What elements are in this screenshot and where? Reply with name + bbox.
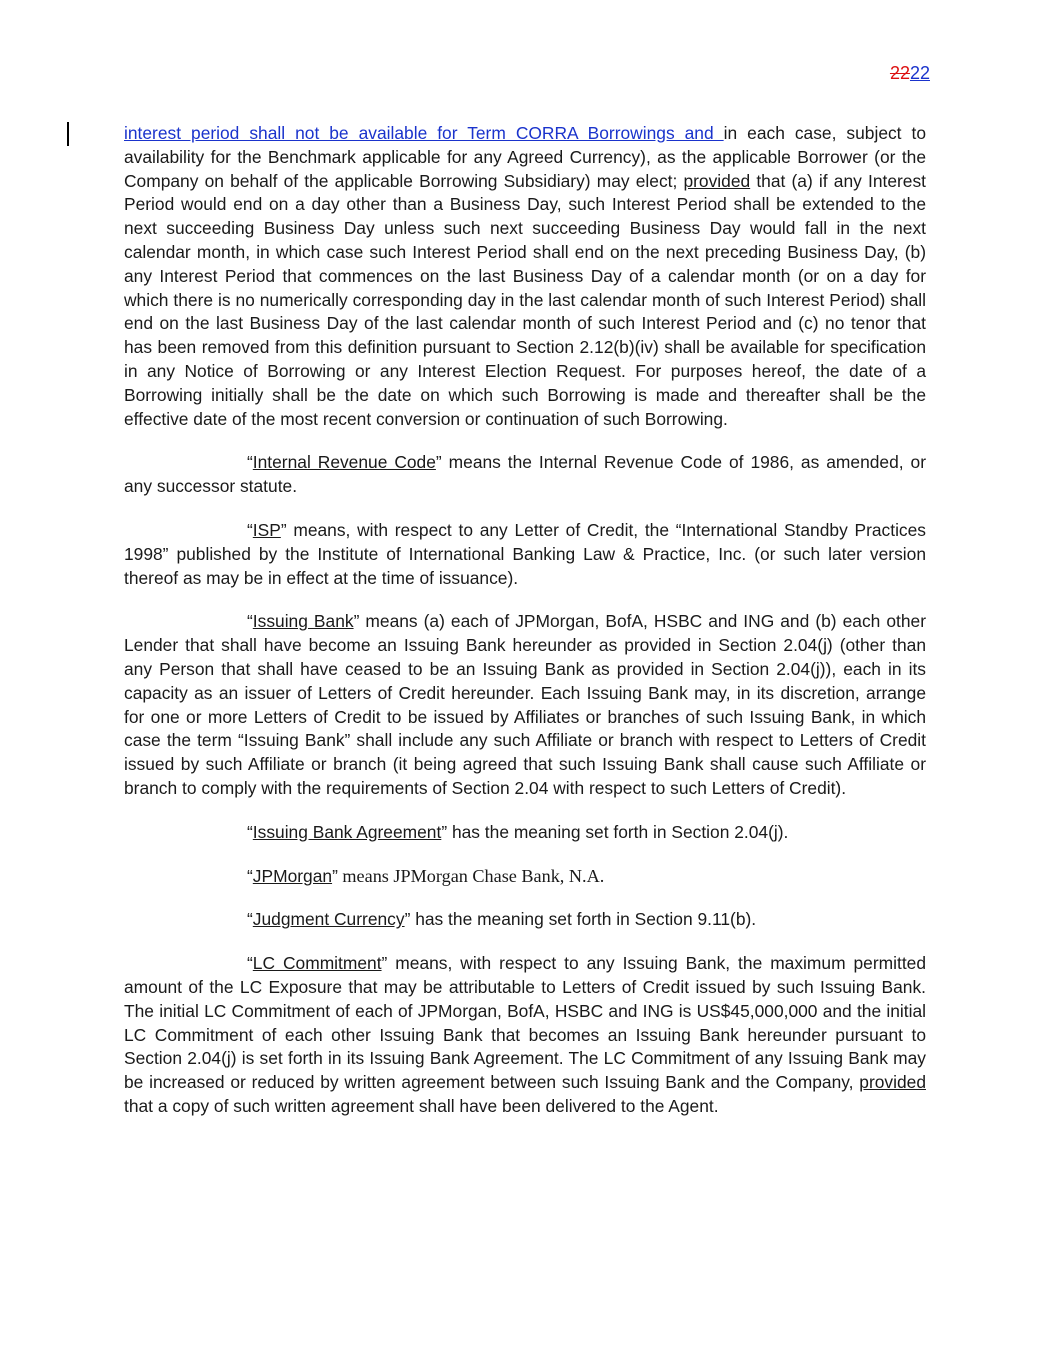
inserted-text: interest period shall not be available for Term CORRA Borrowings and [124, 123, 724, 143]
provided-term: provided [683, 170, 751, 191]
defined-term: ISP [252, 519, 281, 540]
document-body [124, 122, 926, 1139]
definition-internal-revenue-code: “Internal Revenue Code” means the Internal Revenue Code of 1986, as amended, or any successor statute. [124, 452, 926, 497]
revision-change-bar [67, 122, 69, 146]
defined-term: Issuing Bank [252, 611, 354, 632]
definition-issuing-bank-agreement: “Issuing Bank Agreement” has the meaning set forth in Section 2.04(j). [247, 821, 789, 842]
paragraph-interest-period: interest period shall not be available for Term CORRA Borrowings and in each case, subject to availability for the Benchmark applicable for any Agreed Currency), as the applicable Borrower (or the Company on behalf of the applicable Borrowing Subsidiary) may elect; provided that (a) if any Interest Period would end on a day other than a Business Day, such Interest Period shall be extended to the next succeeding Business Day unless such next succeeding Business Day would fall in the next calendar month, in which case such Interest Period shall end on the next preceding Business Day, (b) any Interest Period that commences on the last Business Day of a calendar month (or on a day for which there is no numerically corresponding day in the last calendar month of such Interest Period) shall end on the last Business Day of the last calendar month of such Interest Period and (c) no tenor that has been removed from this definition pursuant to Section 2.12(b)(iv) shall be available for specification in any Notice of Borrowing or any Interest Election Request. For purposes hereof, the date of a Borrowing initially shall be the date on which such Borrowing is made and thereafter shall be the effective date of the most recent conversion or continuation of such Borrowing. [124, 123, 927, 429]
provided-term: provided [859, 1072, 926, 1093]
definition-lc-commitment: “LC Commitment” means, with respect to any Issuing Bank, the maximum permitted amount of the LC Exposure that may be attributable to Letters of Credit issued by such Issuing Bank. The initial LC Commitment of each of JPMorgan, BofA, HSBC and ING is US$45,000,000 and the initial LC Commitment of each other Issuing Bank that becomes an Issuing Bank hereunder pursuant to Section 2.04(j) is set forth in its Issuing Bank Agreement. The LC Commitment of any Issuing Bank may be increased or reduced by written agreement between such Issuing Bank and the Company, provided that a copy of such written agreement shall have been delivered to the Agent. [124, 953, 926, 1116]
definition-jpmorgan: “JPMorgan” means JPMorgan Chase Bank, N.A. [247, 865, 605, 886]
page-number-inserted: 22 [909, 63, 930, 83]
definition-isp: “ISP” means, with respect to any Letter of Credit, the “International Standby Practices 1998” published by the Institute of International Banking Law & Practice, Inc. (or such later version thereof as may be in effect at the time of issuance). [124, 519, 926, 588]
defined-term: Judgment Currency [252, 909, 405, 930]
defined-term: Issuing Bank Agreement [252, 821, 442, 842]
defined-term: JPMorgan [252, 865, 333, 886]
page-number [890, 63, 930, 84]
defined-term: Internal Revenue Code [252, 452, 436, 473]
definition-issuing-bank: “Issuing Bank” means (a) each of JPMorgan, BofA, HSBC and ING and (b) each other Lender that shall have become an Issuing Bank hereunder as provided in Section 2.04(j) (other than any Person that shall have ceased to be an Issuing Bank as provided in Section 2.04(j)), each in its capacity as an issuer of Letters of Credit hereunder. Each Issuing Bank may, in its discretion, arrange for one or more Letters of Credit to be issued by Affiliates or branches of such Issuing Bank, in which case the term “Issuing Bank” shall include any such Affiliate or branch with respect to Letters of Credit issued by such Affiliate or branch (it being agreed that such Issuing Bank shall cause such Affiliate or branch to comply with the requirements of Section 2.04 with respect to such Letters of Credit). [124, 611, 926, 798]
page-number-deleted: 22 [889, 63, 910, 83]
definition-judgment-currency: “Judgment Currency” has the meaning set forth in Section 9.11(b). [247, 909, 757, 930]
defined-term: LC Commitment [252, 953, 382, 974]
